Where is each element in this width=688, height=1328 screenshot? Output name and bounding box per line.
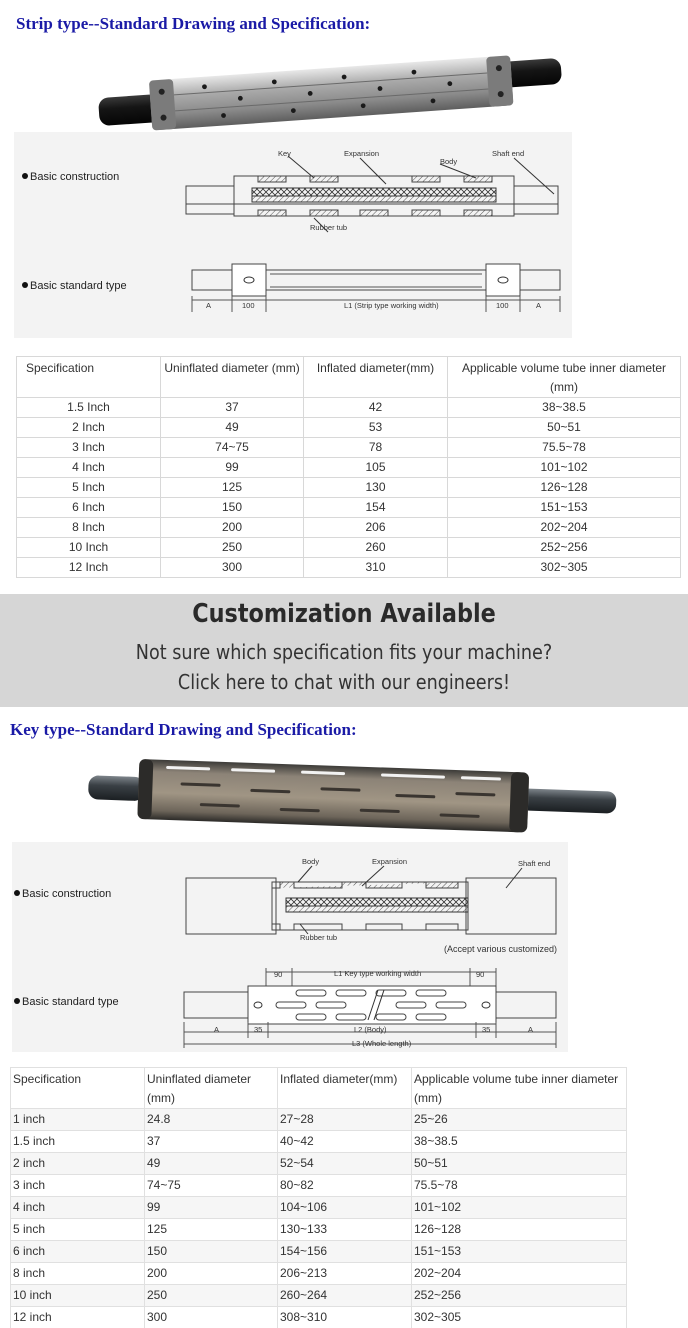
strip-table-cell: 150: [161, 498, 304, 518]
key-table-cell: 260~264: [278, 1285, 412, 1307]
key-table-cell: 27~28: [278, 1109, 412, 1131]
strip-header-cell: Applicable volume tube inner diameter (mm): [448, 357, 681, 398]
key-table-cell: 40~42: [278, 1131, 412, 1153]
key-table-cell: 75.5~78: [412, 1175, 627, 1197]
strip-table-cell: 206: [304, 518, 448, 538]
key-table-cell: 24.8: [145, 1109, 278, 1131]
key-table-cell: 130~133: [278, 1219, 412, 1241]
key-table-cell: 74~75: [145, 1175, 278, 1197]
strip-basic-standard-text: Basic standard type: [30, 280, 127, 292]
strip-table-cell: 6 Inch: [17, 498, 161, 518]
key-body-label: Body: [302, 857, 320, 866]
strip-table-cell: 78: [304, 438, 448, 458]
key-table-row: [11, 1285, 627, 1307]
strip-a-left-label: A: [206, 301, 212, 310]
key-basic-standard-text: Basic standard type: [22, 996, 119, 1008]
strip-table-cell: 202~204: [448, 518, 681, 538]
strip-shaft-photo: [0, 40, 688, 140]
key-table-cell: 308~310: [278, 1307, 412, 1328]
key-table-cell: 5 inch: [11, 1219, 145, 1241]
key-shaft-end-label: Shaft end: [518, 859, 551, 868]
banner-line-1: Not sure which specification fits your machine?: [135, 640, 553, 664]
key-header-row: [11, 1068, 627, 1109]
strip-table-row: [17, 458, 681, 478]
key-basic-construction-text: Basic construction: [22, 888, 112, 900]
strip-table-cell: 310: [304, 558, 448, 578]
key-table-cell: 101~102: [412, 1197, 627, 1219]
key-drawing-panel: [12, 842, 568, 1052]
strip-table-cell: 53: [304, 418, 448, 438]
strip-table-cell: 3 Inch: [17, 438, 161, 458]
strip-header-row: [17, 357, 681, 398]
key-table-cell: 2 inch: [11, 1153, 145, 1175]
strip-basic-construction-text: Basic construction: [30, 171, 120, 183]
key-working-width-label: L1 Key type working width: [334, 969, 422, 978]
key-dim-90-right-label: 90: [476, 970, 485, 979]
key-table-cell: 104~106: [278, 1197, 412, 1219]
strip-dim-right-label: 100: [496, 301, 509, 310]
key-table-cell: 250: [145, 1285, 278, 1307]
key-rubber-tub-label: Rubber tub: [300, 933, 338, 942]
key-table-cell: 8 inch: [11, 1263, 145, 1285]
strip-table-row: [17, 478, 681, 498]
strip-table-cell: 300: [161, 558, 304, 578]
strip-table-cell: 8 Inch: [17, 518, 161, 538]
strip-table-cell: 74~75: [161, 438, 304, 458]
key-table-cell: 1 inch: [11, 1109, 145, 1131]
strip-key-label: Key: [278, 149, 291, 158]
strip-table-row: [17, 518, 681, 538]
key-table-cell: 3 inch: [11, 1175, 145, 1197]
banner-heading: Customization Available: [192, 599, 496, 629]
strip-rubber-tub-label: Rubber tub: [310, 223, 348, 232]
key-dim-35-right-label: 35: [482, 1025, 491, 1034]
key-header-cell: Inflated diameter(mm): [278, 1068, 412, 1109]
customization-banner-link[interactable]: [0, 594, 688, 707]
key-table-cell: 38~38.5: [412, 1131, 627, 1153]
key-section-title: Key type--Standard Drawing and Specification:: [10, 720, 357, 739]
key-table-row: [11, 1197, 627, 1219]
key-a-right-label: A: [528, 1025, 534, 1034]
key-table-row: [11, 1175, 627, 1197]
key-table-cell: 202~204: [412, 1263, 627, 1285]
key-table-cell: 49: [145, 1153, 278, 1175]
strip-table-row: [17, 398, 681, 418]
strip-table-cell: 260: [304, 538, 448, 558]
strip-table-cell: 200: [161, 518, 304, 538]
key-table-row: [11, 1109, 627, 1131]
key-table-cell: 252~256: [412, 1285, 627, 1307]
key-table-cell: 80~82: [278, 1175, 412, 1197]
key-table-cell: 150: [145, 1241, 278, 1263]
key-table-cell: 10 inch: [11, 1285, 145, 1307]
strip-table-cell: 37: [161, 398, 304, 418]
strip-table-cell: 250: [161, 538, 304, 558]
strip-dim-left-label: 100: [242, 301, 255, 310]
key-table-cell: 4 inch: [11, 1197, 145, 1219]
strip-header-cell: Inflated diameter(mm): [304, 357, 448, 398]
key-table-cell: 12 inch: [11, 1307, 145, 1328]
strip-table-cell: 75.5~78: [448, 438, 681, 458]
strip-expansion-label: Expansion: [344, 149, 380, 158]
strip-table-cell: 10 Inch: [17, 538, 161, 558]
key-table-cell: 52~54: [278, 1153, 412, 1175]
strip-body-label: Body: [440, 157, 458, 166]
strip-table-row: [17, 558, 681, 578]
key-dim-90-left-label: 90: [274, 970, 283, 979]
key-table-row: [11, 1263, 627, 1285]
key-table-cell: 200: [145, 1263, 278, 1285]
key-table-cell: 302~305: [412, 1307, 627, 1328]
key-construction-svg: [12, 842, 568, 1052]
strip-table-cell: 12 Inch: [17, 558, 161, 578]
key-table-row: [11, 1241, 627, 1263]
key-table-row: [11, 1131, 627, 1153]
strip-table-cell: 4 Inch: [17, 458, 161, 478]
strip-table-row: [17, 538, 681, 558]
key-spec-table: [10, 1067, 627, 1328]
strip-section-title: Strip type--Standard Drawing and Specification:: [16, 14, 371, 33]
strip-table-cell: 1.5 Inch: [17, 398, 161, 418]
strip-table-cell: 252~256: [448, 538, 681, 558]
strip-table-cell: 154: [304, 498, 448, 518]
strip-table-cell: 49: [161, 418, 304, 438]
key-table-cell: 154~156: [278, 1241, 412, 1263]
strip-table-cell: 101~102: [448, 458, 681, 478]
key-table-cell: 37: [145, 1131, 278, 1153]
strip-table-cell: 99: [161, 458, 304, 478]
key-body-length-label: L2 (Body): [354, 1025, 387, 1034]
strip-table-cell: 130: [304, 478, 448, 498]
strip-table-cell: 126~128: [448, 478, 681, 498]
strip-table-cell: 42: [304, 398, 448, 418]
key-table-cell: 50~51: [412, 1153, 627, 1175]
strip-construction-svg: [14, 132, 572, 338]
strip-shaft-end-label: Shaft end: [492, 149, 525, 158]
key-table-cell: 25~26: [412, 1109, 627, 1131]
strip-a-right-label: A: [536, 301, 542, 310]
strip-header-cell: Uninflated diameter (mm): [161, 357, 304, 398]
key-accept-label: (Accept various customized): [444, 944, 558, 954]
key-table-cell: 151~153: [412, 1241, 627, 1263]
strip-table-row: [17, 498, 681, 518]
key-table-cell: 1.5 inch: [11, 1131, 145, 1153]
key-table-row: [11, 1153, 627, 1175]
key-table-row: [11, 1219, 627, 1241]
key-header-cell: Applicable volume tube inner diameter (mm): [412, 1068, 627, 1109]
key-table-cell: 99: [145, 1197, 278, 1219]
key-table-cell: 6 inch: [11, 1241, 145, 1263]
strip-table-cell: 50~51: [448, 418, 681, 438]
strip-table-cell: 151~153: [448, 498, 681, 518]
key-table-cell: 126~128: [412, 1219, 627, 1241]
key-a-left-label: A: [214, 1025, 220, 1034]
strip-table-cell: 5 Inch: [17, 478, 161, 498]
strip-table-row: [17, 438, 681, 458]
key-expansion-label: Expansion: [372, 857, 408, 866]
strip-drawing-panel: [14, 132, 572, 338]
strip-working-width-label: L1 (Strip type working width): [344, 301, 439, 310]
strip-table-cell: 302~305: [448, 558, 681, 578]
key-dim-35-left-label: 35: [254, 1025, 263, 1034]
key-shaft-photo: [0, 758, 688, 848]
key-table-cell: 125: [145, 1219, 278, 1241]
strip-table-cell: 125: [161, 478, 304, 498]
key-table-cell: 206~213: [278, 1263, 412, 1285]
strip-spec-table: [16, 356, 681, 578]
strip-table-row: [17, 418, 681, 438]
key-table-row: [11, 1307, 627, 1328]
strip-table-cell: 2 Inch: [17, 418, 161, 438]
banner-line-2[interactable]: Click here to chat with our engineers!: [177, 670, 511, 694]
strip-table-cell: 105: [304, 458, 448, 478]
key-header-cell: Uninflated diameter (mm): [145, 1068, 278, 1109]
strip-table-cell: 38~38.5: [448, 398, 681, 418]
strip-header-cell: Specification: [17, 357, 161, 398]
key-whole-length-label: L3 (Whole length): [352, 1039, 412, 1048]
key-header-cell: Specification: [11, 1068, 145, 1109]
key-table-cell: 300: [145, 1307, 278, 1328]
